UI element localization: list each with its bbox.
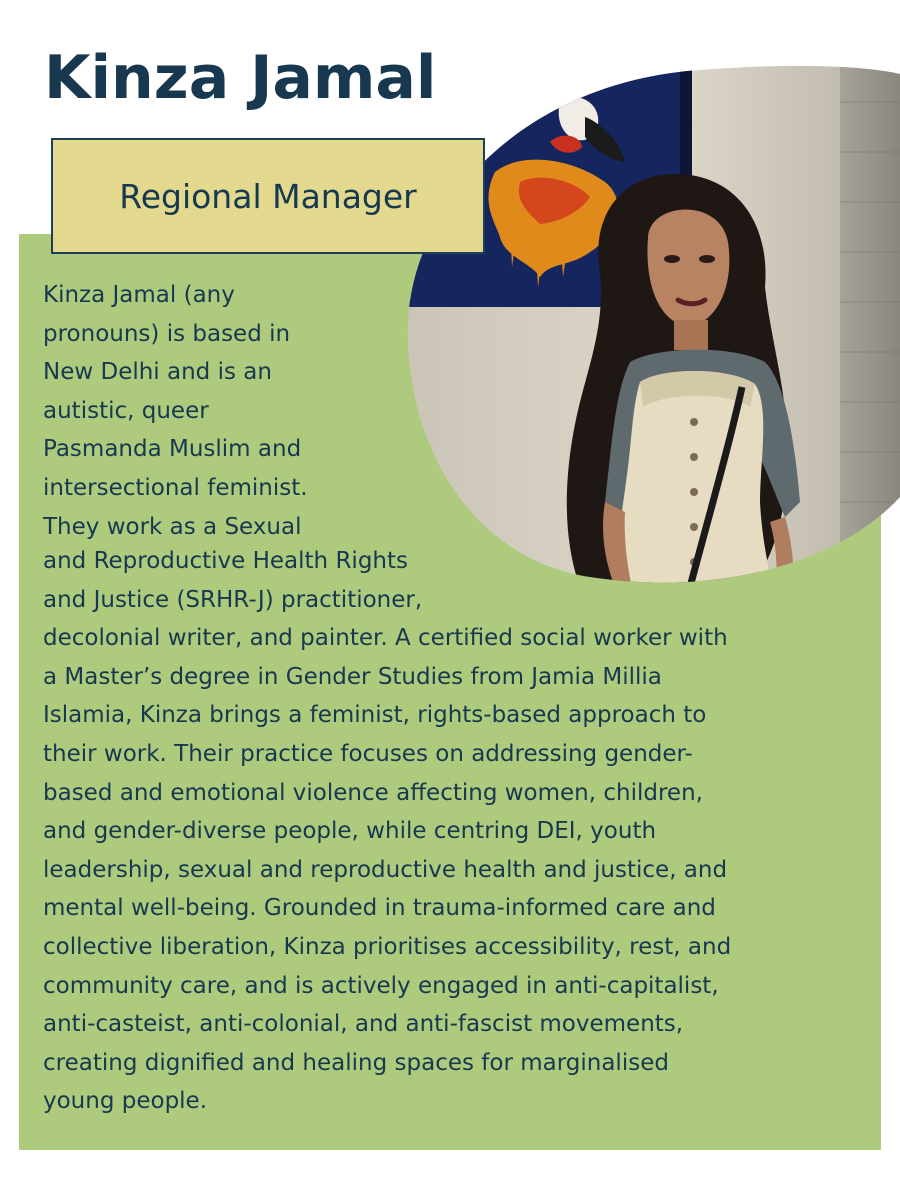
- bio-line: collective liberation, Kinza prioritises accessibility, rest, and: [43, 933, 732, 960]
- bio-line: and Reproductive Health Rights: [43, 548, 408, 574]
- role-title: Regional Manager: [119, 176, 417, 216]
- bio-line: based and emotional violence affecting women, children,: [43, 779, 703, 806]
- bio-text-top: [43, 276, 308, 546]
- bio-line: and Justice (SRHR-J) practitioner,: [43, 586, 423, 613]
- bio-line: leadership, sexual and reproductive health and justice, and: [43, 856, 728, 883]
- bio-line: their work. Their practice focuses on addressing gender-: [43, 740, 693, 767]
- bio-line: They work as a Sexual: [43, 513, 302, 540]
- bio-text-bottom: [43, 542, 731, 1121]
- bio-line: a Master’s degree in Gender Studies from Jamia Millia: [43, 663, 662, 690]
- bio-line: creating dignified and healing spaces for marginalised: [43, 1049, 669, 1076]
- bio-line: New Delhi and is an: [43, 359, 272, 386]
- page-title: Kinza Jamal: [44, 43, 437, 113]
- bio-line: Kinza Jamal (any: [43, 282, 235, 308]
- bio-line: autistic, queer: [43, 397, 209, 424]
- bio-line: pronouns) is based in: [43, 320, 291, 347]
- bio-line: intersectional feminist.: [43, 474, 308, 501]
- role-badge: [51, 138, 485, 254]
- bio-line: Islamia, Kinza brings a feminist, rights-based approach to: [43, 702, 707, 729]
- bio-line: community care, and is actively engaged in anti-capitalist,: [43, 972, 719, 999]
- bio-line: decolonial writer, and painter. A certified social worker with: [43, 625, 728, 652]
- bio-line: mental well-being. Grounded in trauma-informed care and: [43, 895, 716, 922]
- bio-line: and gender-diverse people, while centring DEI, youth: [43, 818, 657, 845]
- bio-line: young people.: [43, 1088, 208, 1115]
- bio-line: Pasmanda Muslim and: [43, 436, 302, 463]
- bio-line: anti-casteist, anti-colonial, and anti-fascist movements,: [43, 1011, 684, 1038]
